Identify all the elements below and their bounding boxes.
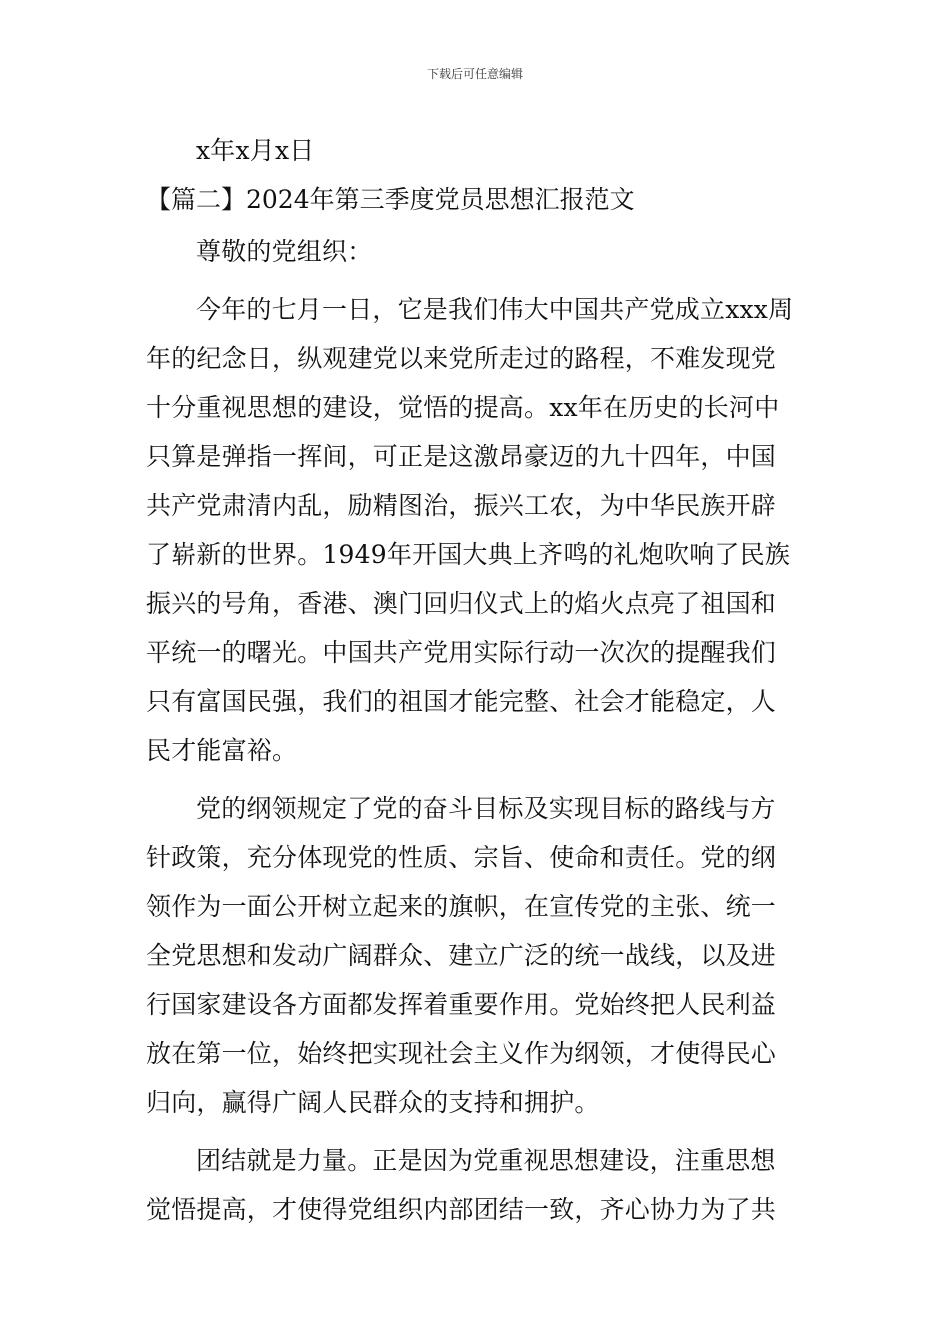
paragraph-line: 放在第一位，始终把实现社会主义作为纲领，才使得民心 (146, 1039, 777, 1068)
paragraph-line: 团结就是力量。正是因为党重视思想建设，注重思想 (196, 1146, 776, 1175)
paragraph-2 (146, 784, 806, 1127)
date-line: x年x月x日 (196, 136, 315, 165)
paragraph-line: 年的纪念日，纵观建党以来党所走过的路程，不难发现党 (146, 344, 777, 373)
paragraph-3 (146, 1136, 806, 1234)
document-body (146, 126, 806, 1243)
paragraph-line: 了崭新的世界。1949年开国大典上齐鸣的礼炮吹响了民族 (146, 540, 791, 569)
paragraph-line: 平统一的曙光。中国共产党用实际行动一次次的提醒我们 (146, 638, 777, 667)
paragraph-line: 党的纲领规定了党的奋斗目标及实现目标的路线与方 (196, 794, 776, 823)
paragraph-line: 归向，赢得广阔人民群众的支持和拥护。 (146, 1088, 600, 1117)
page-header-note: 下载后可任意编辑 (426, 67, 523, 81)
paragraph-line: 民才能富裕。 (146, 736, 298, 765)
paragraph-1 (146, 285, 806, 775)
section-title: 【篇二】2024年第三季度党员思想汇报范文 (146, 185, 635, 214)
paragraph-line: 只算是弹指一挥间，可正是这激昂豪迈的九十四年，中国 (146, 442, 777, 471)
paragraph-line: 领作为一面公开树立起来的旗帜，在宣传党的主张、统一 (146, 892, 777, 921)
paragraph-line: 全党思想和发动广阔群众、建立广泛的统一战线，以及进 (146, 941, 777, 970)
paragraph-line: 十分重视思想的建设，觉悟的提高。xx年在历史的长河中 (146, 393, 780, 422)
paragraph-line: 振兴的号角，香港、澳门回归仪式上的焰火点亮了祖国和 (146, 589, 777, 618)
paragraph-line: 今年的七月一日，它是我们伟大中国共产党成立xxx周 (196, 295, 794, 324)
paragraph-line: 行国家建设各方面都发挥着重要作用。党始终把人民利益 (146, 990, 777, 1019)
paragraph-line: 觉悟提高，才使得党组织内部团结一致，齐心协力为了共 (146, 1195, 777, 1224)
salutation: 尊敬的党组织： (196, 237, 373, 266)
paragraph-line: 针政策，充分体现党的性质、宗旨、使命和责任。党的纲 (146, 843, 777, 872)
paragraph-line: 共产党肃清内乱，励精图治，振兴工农，为中华民族开辟 (146, 491, 777, 520)
paragraph-line: 只有富国民强，我们的祖国才能完整、社会才能稳定，人 (146, 687, 777, 716)
